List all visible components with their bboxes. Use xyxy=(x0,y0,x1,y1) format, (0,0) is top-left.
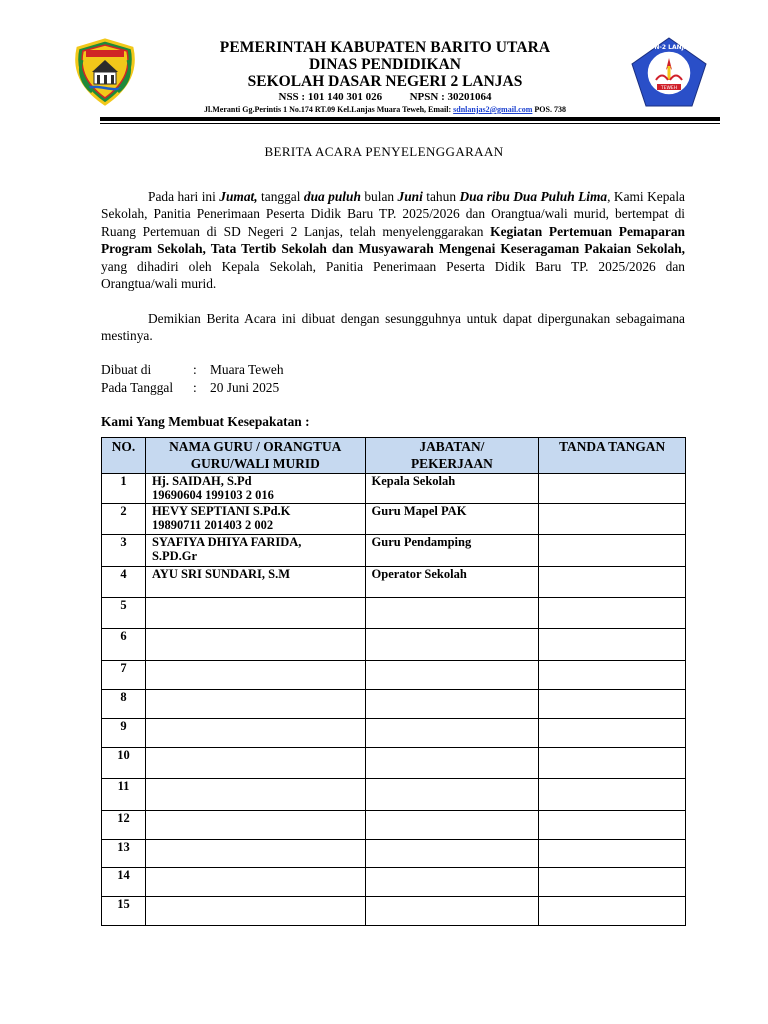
header-name: NAMA GURU / ORANGTUA GURU/WALI MURID xyxy=(145,438,365,474)
table-row xyxy=(102,811,686,840)
row-number: 14 xyxy=(102,868,146,897)
participant-name-cell xyxy=(145,748,365,779)
header-role: JABATAN/ PEKERJAAN xyxy=(365,438,539,474)
barito-utara-emblem-logo xyxy=(70,38,140,106)
participant-name-cell xyxy=(145,629,365,661)
participant-role xyxy=(365,779,539,811)
row-number: 13 xyxy=(102,840,146,868)
nss-number: NSS : 101 140 301 026 xyxy=(278,91,383,103)
table-header-row xyxy=(102,438,686,474)
table-row xyxy=(102,690,686,719)
letterhead xyxy=(140,39,630,115)
participant-name-cell xyxy=(145,661,365,690)
participant-name-cell xyxy=(145,811,365,840)
government-name: PEMERINTAH KABUPATEN BARITO UTARA xyxy=(219,39,551,56)
date-colon: : xyxy=(193,380,197,395)
place-value: Muara Teweh xyxy=(210,362,284,377)
letterhead-divider-thick xyxy=(100,117,720,121)
row-number: 6 xyxy=(102,629,146,661)
npsn-number: NPSN : 30201064 xyxy=(409,91,492,103)
document-title: BERITA ACARA PENYELENGGARAAN xyxy=(264,144,504,159)
email-link[interactable]: sdnlanjas2@gmail.com xyxy=(453,105,533,114)
participant-detail: 19690604 199103 2 016 xyxy=(151,488,274,502)
table-row xyxy=(102,474,686,504)
participant-name-cell xyxy=(145,719,365,748)
participant-name-cell xyxy=(145,690,365,719)
p1-month: Juni xyxy=(397,189,423,204)
participant-role: Operator Sekolah xyxy=(365,567,539,598)
participant-name-cell xyxy=(145,868,365,897)
p1-text-b: tanggal xyxy=(257,189,304,204)
table-row xyxy=(102,719,686,748)
place-colon: : xyxy=(193,362,197,377)
signature-cell[interactable] xyxy=(539,748,686,779)
participant-name-cell xyxy=(145,504,365,535)
row-number: 9 xyxy=(102,719,146,748)
p1-text-e: , Kami Kepala Sekolah, Panitia Penerimaan Peserta Didik Baru TP. 2025/2026 dan Orangtua/wali murid, bertempat di Ruang Pertemuan di SD Negeri 2 Lanjas, telah menyelenggarakan xyxy=(101,189,685,239)
school-ids xyxy=(140,91,630,104)
participant-role xyxy=(365,629,539,661)
participant-role xyxy=(365,840,539,868)
participant-role xyxy=(365,661,539,690)
participant-name-cell xyxy=(145,567,365,598)
signature-cell[interactable] xyxy=(539,897,686,926)
row-number: 10 xyxy=(102,748,146,779)
participant-role xyxy=(365,719,539,748)
participant-name: Hj. SAIDAH, S.Pd xyxy=(151,474,252,488)
participant-name-cell xyxy=(145,535,365,567)
table-row xyxy=(102,868,686,897)
p1-text-d: tahun xyxy=(422,189,460,204)
row-number: 4 xyxy=(102,567,146,598)
closing-text: Demikian Berita Acara ini dibuat dengan sesungguhnya untuk dapat dipergunakan sebagaimana mestinya. xyxy=(101,311,685,344)
date-value: 20 Juni 2025 xyxy=(210,380,280,395)
signature-cell[interactable] xyxy=(539,690,686,719)
row-number: 15 xyxy=(102,897,146,926)
school-logo-ring-text: SDN-2 LANJAS xyxy=(645,44,693,51)
table-row xyxy=(102,779,686,811)
table-row xyxy=(102,748,686,779)
participant-role xyxy=(365,748,539,779)
signature-cell[interactable] xyxy=(539,719,686,748)
participant-role: Guru Pendamping xyxy=(365,535,539,567)
place-line xyxy=(101,361,284,379)
table-row xyxy=(102,504,686,535)
participant-name: AYU SRI SUNDARI, S.M xyxy=(151,567,291,581)
signature-cell[interactable] xyxy=(539,567,686,598)
signature-cell[interactable] xyxy=(539,504,686,535)
participant-role xyxy=(365,598,539,629)
table-row xyxy=(102,598,686,629)
participant-name: SYAFIYA DHIYA FARIDA, xyxy=(151,535,302,549)
participant-name: HEVY SEPTIANI S.Pd.K xyxy=(151,504,291,518)
p1-text-f: yang dihadiri oleh Kepala Sekolah, Panitia Penerimaan Peserta Didik Baru TP. 2025/2026 dan Orangtua/wali murid. xyxy=(101,258,685,292)
sdn2-lanjas-school-logo xyxy=(628,36,710,108)
row-number: 12 xyxy=(102,811,146,840)
row-number: 8 xyxy=(102,690,146,719)
table-row xyxy=(102,840,686,868)
p1-text-a: Pada hari ini xyxy=(148,189,220,204)
row-number: 1 xyxy=(102,474,146,504)
participant-role xyxy=(365,690,539,719)
row-number: 2 xyxy=(102,504,146,535)
p1-year: Dua ribu Dua Puluh Lima xyxy=(459,189,608,204)
participant-role: Guru Mapel PAK xyxy=(365,504,539,535)
row-number: 7 xyxy=(102,661,146,690)
row-number: 11 xyxy=(102,779,146,811)
participant-name-cell xyxy=(145,779,365,811)
header-no: NO. xyxy=(102,438,146,474)
participant-name-cell xyxy=(145,598,365,629)
school-name: SEKOLAH DASAR NEGERI 2 LANJAS xyxy=(247,73,523,90)
participant-detail: S.PD.Gr xyxy=(151,549,198,563)
school-address xyxy=(140,104,630,115)
p1-date: dua puluh xyxy=(303,189,361,204)
participant-role xyxy=(365,811,539,840)
table-row xyxy=(102,535,686,567)
table-row xyxy=(102,661,686,690)
opening-paragraph xyxy=(101,188,685,292)
participant-role: Kepala Sekolah xyxy=(365,474,539,504)
signature-cell[interactable] xyxy=(539,840,686,868)
participant-role xyxy=(365,897,539,926)
signature-cell[interactable] xyxy=(539,868,686,897)
participant-name-cell xyxy=(145,474,365,504)
letterhead-divider-thin xyxy=(100,123,720,124)
row-number: 3 xyxy=(102,535,146,567)
address-text: Jl.Meranti Gg.Perintis 1 No.174 RT.09 Kel.Lanjas Muara Teweh, Email: xyxy=(204,105,452,114)
row-number: 5 xyxy=(102,598,146,629)
department-name: DINAS PENDIDIKAN xyxy=(308,56,461,73)
p1-activity: Kegiatan Pertemuan Pemaparan Program Sekolah, Tata Tertib Sekolah dan Musyawarah Mengenai Keseragaman Pakaian Sekolah, xyxy=(101,223,685,257)
place-label: Dibuat di xyxy=(101,362,152,377)
signature-cell[interactable] xyxy=(539,535,686,567)
signature-table xyxy=(101,437,686,926)
table-row xyxy=(102,897,686,926)
date-line xyxy=(101,379,279,397)
table-row xyxy=(102,629,686,661)
p1-day: Jumat, xyxy=(219,189,258,204)
participant-detail: 19890711 201403 2 002 xyxy=(151,518,274,532)
signature-cell[interactable] xyxy=(539,661,686,690)
closing-paragraph xyxy=(101,310,685,345)
signature-cell[interactable] xyxy=(539,474,686,504)
participant-name-cell xyxy=(145,840,365,868)
date-label: Pada Tanggal xyxy=(101,380,174,395)
signature-cell[interactable] xyxy=(539,629,686,661)
header-signature: TANDA TANGAN xyxy=(539,438,686,474)
school-logo-ribbon-text: TEWEH xyxy=(660,86,678,91)
p1-text-c: bulan xyxy=(360,189,398,204)
table-row xyxy=(102,567,686,598)
signature-cell[interactable] xyxy=(539,779,686,811)
agreement-heading: Kami Yang Membuat Kesepakatan : xyxy=(101,414,310,429)
signature-cell[interactable] xyxy=(539,811,686,840)
signature-cell[interactable] xyxy=(539,598,686,629)
participant-role xyxy=(365,868,539,897)
participant-name-cell xyxy=(145,897,365,926)
postal-code: POS. 738 xyxy=(534,105,566,114)
